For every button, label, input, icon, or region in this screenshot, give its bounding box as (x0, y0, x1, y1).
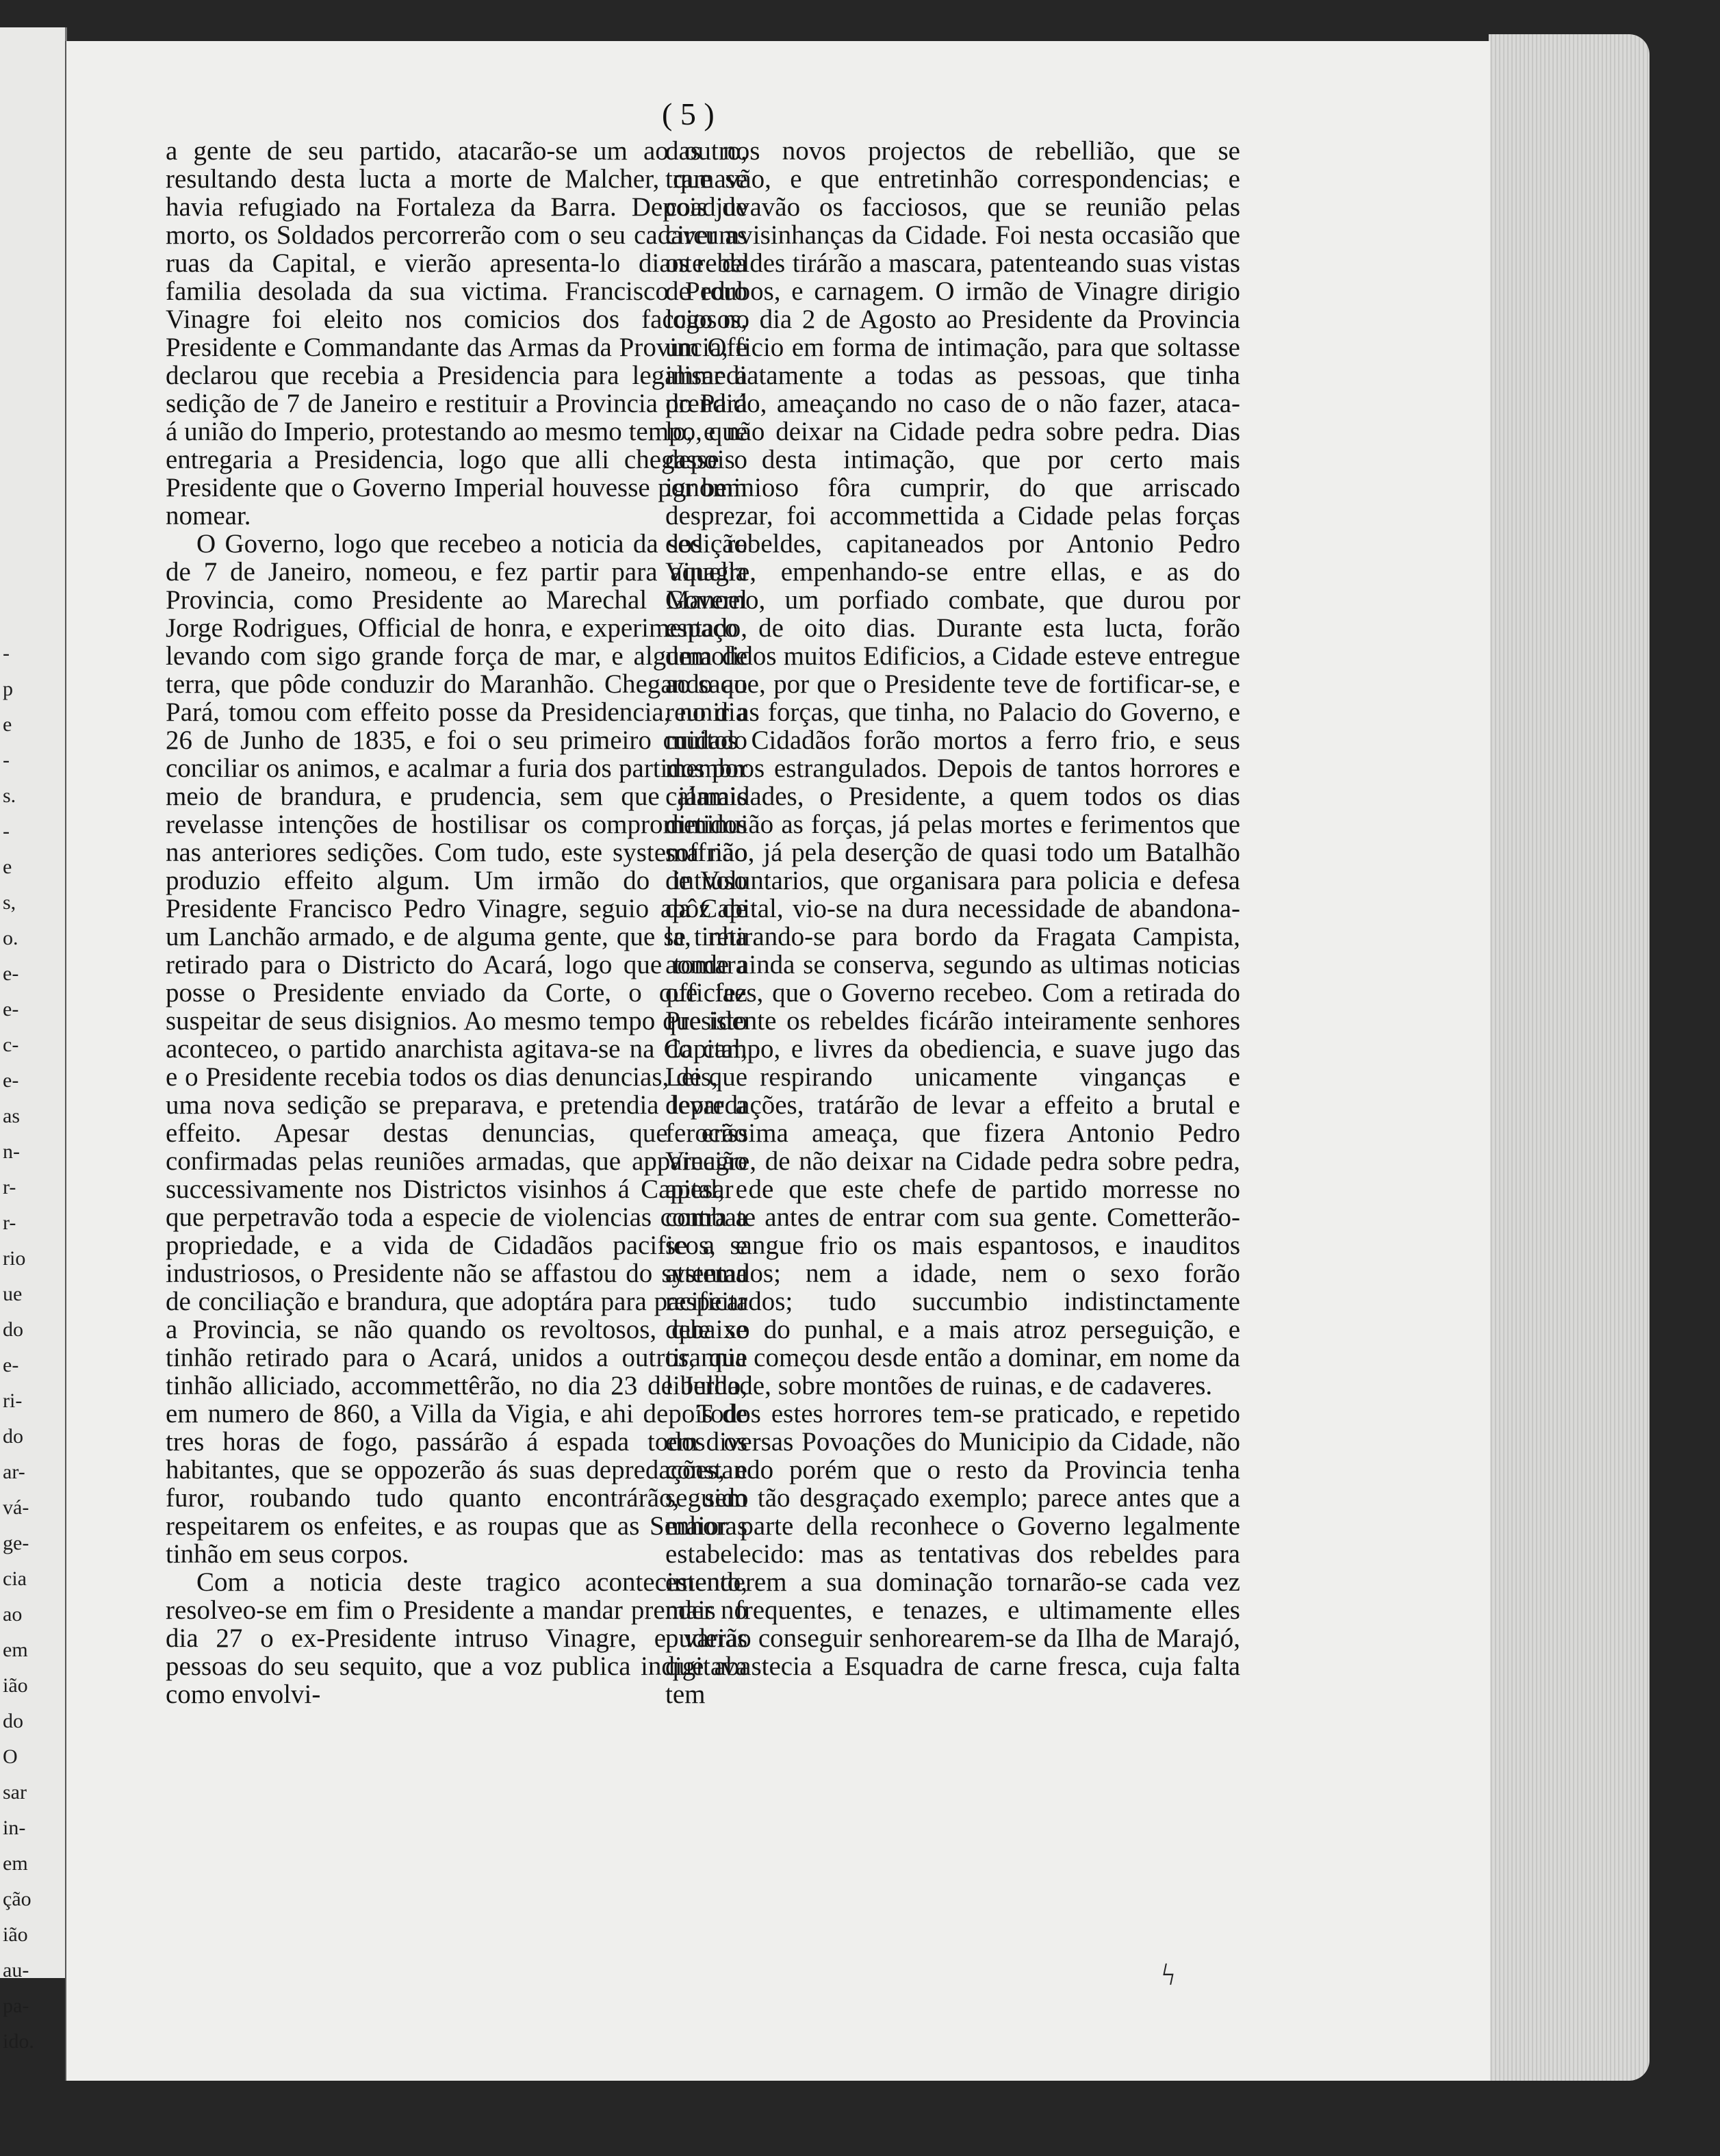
previous-page-fragment: do (3, 1425, 23, 1448)
previous-page-fragment: ao (3, 1603, 23, 1626)
previous-page-fragment: s. (3, 784, 16, 807)
previous-page-fragment: cia (3, 1567, 27, 1590)
previous-page-fragment: p (3, 678, 13, 700)
previous-page-fragment: vá- (3, 1496, 29, 1519)
previous-page-fragment: em (3, 1852, 28, 1875)
left-column (166, 137, 747, 1708)
previous-page-fragment: e- (3, 1069, 19, 1092)
previous-page-fragment: pa- (3, 1994, 29, 2017)
previous-page-fragment: n- (3, 1140, 20, 1163)
previous-page-fragment: em (3, 1639, 28, 1661)
ink-mark: ϟ (1161, 1958, 1175, 1992)
previous-page-fragment: e- (3, 962, 19, 985)
previous-page-fragment: ção (3, 1888, 31, 1910)
previous-page-fragment: sar (3, 1781, 27, 1804)
previous-page-fragment: s, (3, 891, 16, 914)
paragraph: O Governo, logo que recebeo a noticia da sedição de 7 de Janeiro, nomeou, e fez partir para aquella Provincia, como Presidente ao Marechal Manoel Jorge Rodrigues, Official de honra, e experimentado, levando com sigo grande força de mar, e alguma de terra, que pôde conduzir do Maranhão. Chegando ao Pará, tomou com effeito posse da Presidencia, no dia 26 de Junho de 1835, e foi o seu primeiro cuidado conciliar os animos, e acalmar a furia dos partidos por meio de brandura, e prudencia, sem que jámais revelasse intenções de hostilisar os comprometidos nas anteriores sedições. Com tudo, este systema não produzio effeito algum. Um irmão do intruso Presidente Francisco Pedro Vinagre, seguio apôz de um Lanchão armado, e de alguma gente, que se tinha retirado para o Districto do Acará, logo que tomara posse o Presidente enviado da Corte, o que fez suspeitar de seus disignios. Ao mesmo tempo que isto aconteceo, o partido anarchista agitava-se na Capital, e o Presidente recebia todos os dias denuncias, de que uma nova sedição se preparava, e pretendia levar a effeito. Apesar destas denuncias, que erão confirmadas pelas reuniões armadas, que apparecião successivamente nos Districtos visinhos á Capital, e que perpetravão toda a especie de violencias contra a propriedade, e a vida de Cidadãos pacificos, e industriosos, o Presidente não se affastou do systema de conciliação e brandura, que adoptára para pacificar a Provincia, se não quando os revoltosos, que se tinhão retirado para o Acará, unidos a outros, que tinhão alliciado, accommettêrão, no dia 23 de Julho, em numero de 860, a Villa da Vigia, e ahi depois de tres horas de fogo, passárão á espada todos os habitantes, que se oppozerão ás suas depredações, e furor, roubando tudo quanto encontrárão, sem respeitarem os enfeites, e as roupas que as Senhoras tinhão em seus corpos. (166, 529, 747, 1569)
previous-page-fragment: - (3, 642, 10, 665)
previous-page-fragment: ião (3, 1923, 28, 1946)
paragraph: a gente de seu partido, atacarão-se um ao outro, resultando desta lucta a morte de Malcher, que se havia refugiado na Fortaleza da Barra. Depois de morto, os Soldados percorrerão com o seu cadaver as ruas da Capital, e vierão apresenta-lo diante da familia desolada da sua victima. Francisco Pedro Vinagre foi eleito nos comicios dos facciosos, Presidente e Commandante das Armas da Provincia, e declarou que recebia a Presidencia para legalisar a sedição de 7 de Janeiro e restituir a Provincia do Pará á união do Imperio, protestando ao mesmo tempo, que entregaria a Presidencia, logo que alli chegasse o Presidente que o Governo Imperial houvesse por bem nomear. (166, 136, 747, 530)
previous-page-fragment: rio (3, 1247, 26, 1270)
previous-page-edge (0, 27, 67, 2053)
previous-page-fragment: ge- (3, 1532, 29, 1554)
previous-page-fragment: do (3, 1710, 23, 1732)
previous-page-fragment: - (3, 820, 10, 843)
paragraph: Com a noticia deste tragico acontecimento, resolveo-se em fim o Presidente a mandar prender no dia 27 o ex-Presidente intruso Vinagre, e varias pessoas do seu sequito, que a voz publica indigitava como envolvi- (166, 1567, 747, 1709)
previous-page-fragment: in- (3, 1817, 26, 1839)
previous-page-fragment: ri- (3, 1389, 23, 1412)
previous-page-fragment: - (3, 749, 10, 771)
previous-page-fragment: e- (3, 1354, 19, 1376)
previous-page-fragment: c- (3, 1034, 19, 1056)
right-column (665, 137, 1240, 1708)
previous-page-fragment: r- (3, 1176, 16, 1198)
previous-page-fragment: e- (3, 998, 19, 1021)
previous-page-fragment: ião (3, 1674, 28, 1697)
previous-page-fragment: e (3, 713, 12, 736)
paragraph: Todos estes horrores tem-se praticado, e repetido em diversas Povoações do Municipio da Cidade, não constando porém que o resto da Provincia tenha seguido tão desgraçado exemplo; parece antes que a maior parte della reconhece o Governo legalmente estabelecido: mas as tentativas dos rebeldes para estenderem a sua dominação tornarão-se cada vez mais frequentes, e tenazes, e ultimamente elles puderão conseguir senhorearem-se da Ilha de Marajó, que abastecia a Esquadra de carne fresca, cuja falta tem (665, 1399, 1240, 1709)
previous-page-fragment: O (3, 1745, 18, 1768)
previous-page-fragment: au- (3, 1959, 29, 1981)
previous-page-fragment: o. (3, 927, 18, 949)
previous-page-fragment: ar- (3, 1461, 25, 1483)
previous-page-fragment: do (3, 1318, 23, 1341)
previous-page-fragment: as (3, 1105, 20, 1127)
previous-page-fragment: ue (3, 1283, 23, 1305)
book-page (65, 41, 1490, 2081)
paragraph: das nos novos projectos de rebellião, que se tramavão, e que entretinhão correspondencias; e coadjuvavão os facciosos, que se reunião pelas circumvisinhanças da Cidade. Foi nesta occasião que os rebeldes tirárão a mascara, patenteando suas vistas de roubos, e carnagem. O irmão de Vinagre dirigio logo no dia 2 de Agosto ao Presidente da Provincia um Officio em forma de intimação, para que soltasse immediatamente a todas as pessoas, que tinha prendido, ameaçando no caso de o não fazer, ataca-lo, e não deixar na Cidade pedra sobre pedra. Dias depois desta intimação, que por certo mais ignominioso fôra cumprir, do que arriscado desprezar, foi accommettida a Cidade pelas forças dos rebeldes, capitaneados por Antonio Pedro Vinagre, empenhando-se entre ellas, e as do Governo, um porfiado combate, que durou por espaço de oito dias. Durante esta lucta, forão demolidos muitos Edificios, a Cidade esteve entregue ao saque, por que o Presidente teve de fortificar-se, e reunir as forças, que tinha, no Palacio do Governo, e muitos Cidadãos forão mortos a ferro frio, e seus membros estrangulados. Depois de tantos horrores e calamidades, o Presidente, a quem todos os dias diminuião as forças, já pelas mortes e ferimentos que soffrião, já pela deserção de quasi todo um Batalhão de Voluntarios, que organisara para policia e defesa da Capital, vio-se na dura necessidade de abandona-la, retirando-se para bordo da Fragata Campista, aonde ainda se conserva, segundo as ultimas noticias officiaes, que o Governo recebeo. Com a retirada do Presidente os rebeldes ficárão inteiramente senhores do campo, e livres da obediencia, e suave jugo das Leis, respirando unicamente vinganças e depredações, tratárão de levar a effeito a brutal e ferocissima ameaça, que fizera Antonio Pedro Vinagre, de não deixar na Cidade pedra sobre pedra, apesar de que este chefe de partido morresse no combate antes de entrar com sua gente. Cometterão-se a sangue frio os mais espantosos, e inauditos attentados; nem a idade, nem o sexo forão respeitados; tudo succumbio indistinctamente debaixo do punhal, e a mais atroz perseguição, e tirannia começou desde então a dominar, em nome da liberdade, sobre montões de ruinas, e de cadaveres. (665, 136, 1240, 1400)
page-number: ( 5 ) (662, 97, 715, 131)
page-edges (1489, 34, 1650, 2081)
previous-page-fragment: ido. (3, 2030, 34, 2053)
previous-page-fragment: e (3, 856, 12, 878)
previous-page-fragment: r- (3, 1211, 16, 1234)
